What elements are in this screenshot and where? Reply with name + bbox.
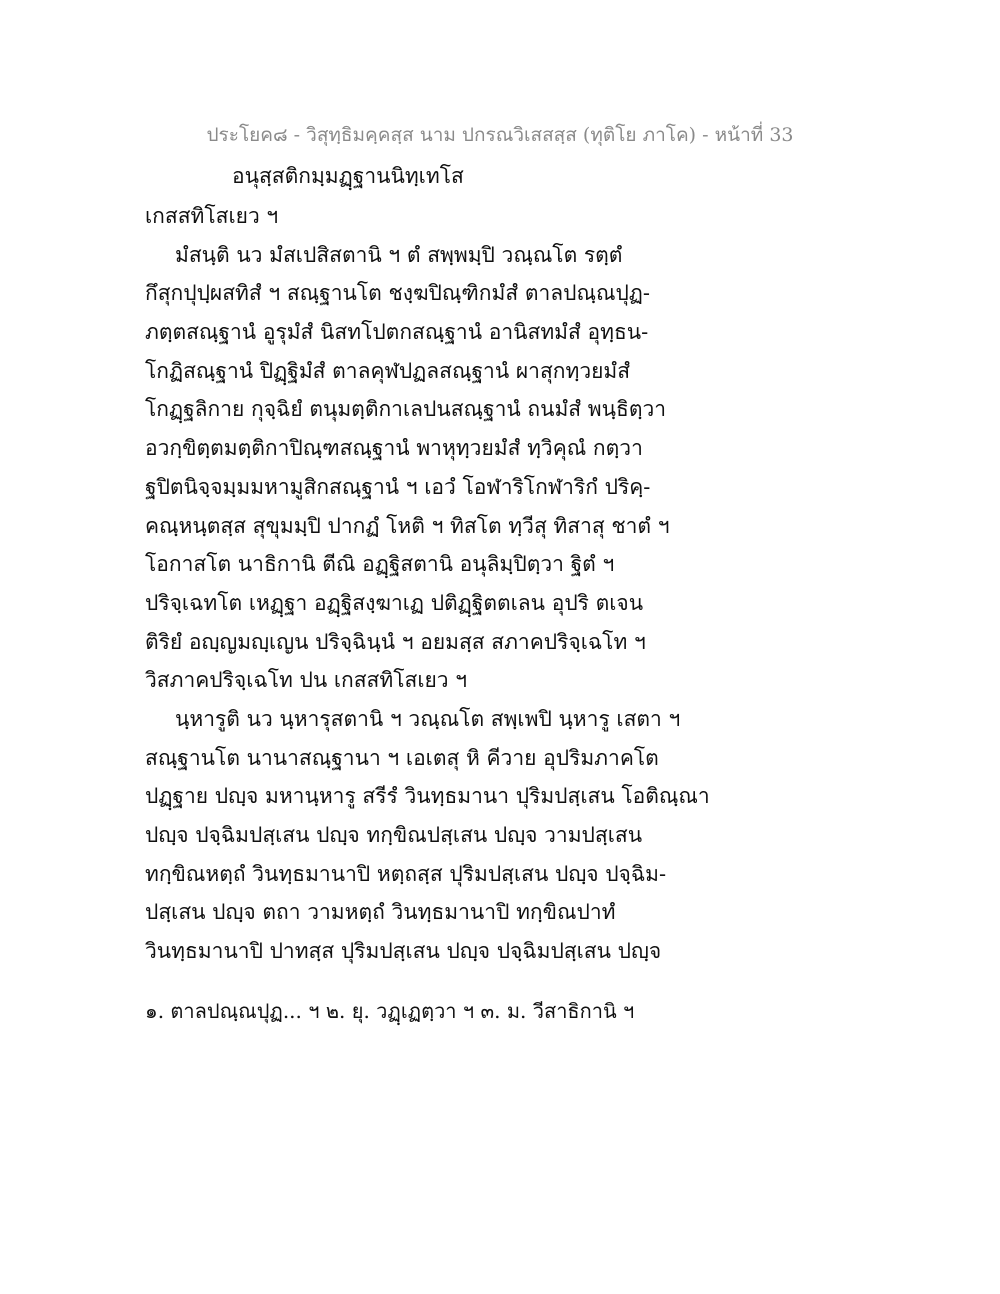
body-text bbox=[145, 197, 865, 971]
footnote: ๑. ตาลปณฺณปุฏ... ฯ ๒. ยุ. วฏฺเฏตฺวา ฯ ๓. ม. วีสาธิกานิ ฯ bbox=[145, 999, 635, 1023]
text-line: ทกฺขิณหตฺถํ วินทฺธมานาปิ หตฺถสฺส ปุริมปสฺเสน ปญฺจ ปจฺฉิม- bbox=[145, 861, 667, 886]
text-line: โอกาสโต นาธิกานิ ตีณิ อฏฺฐิสตานิ อนุลิมฺปิตฺวา ฐิตํ ฯ bbox=[145, 552, 615, 577]
text-line: ติริยํ อญฺญมญฺเญน ปริจฺฉินฺนํ ฯ อยมสฺส สภาคปริจฺเฉโท ฯ bbox=[145, 629, 646, 654]
text-line: ปฏฺฐาย ปญฺจ มหานฺหารู สรีรํ วินทฺธมานา ปุริมปสฺเสน โอติณฺณา bbox=[145, 784, 710, 809]
text-line: วิสภาคปริจฺเฉโท ปน เกสสทิโสเยว ฯ bbox=[145, 668, 468, 693]
text-line: ภตฺตสณฺฐานํ อูรุมํสํ นิสทโปตกสณฺฐานํ อานิสทมํสํ อุทฺธน- bbox=[145, 320, 649, 345]
text-line: ปสฺเสน ปญฺจ ตถา วามหตฺถํ วินทฺธมานาปิ ทกฺขิณปาทํ bbox=[145, 900, 616, 925]
text-line: อวกฺขิตฺตมตฺติกาปิณฺฑสณฺฐานํ พาหุทฺวยมํสํ ทฺวิคุณํ กตฺวา bbox=[145, 436, 643, 461]
section-title: อนุสฺสติกมฺมฏฺฐานนิทฺเทโส bbox=[232, 164, 464, 188]
text-line: มํสนฺติ นว มํสเปสิสตานิ ฯ ตํ สพฺพมฺปิ วณฺณโต รตฺตํ bbox=[175, 242, 623, 267]
text-line: นฺหารูติ นว นฺหารุสตานิ ฯ วณฺณโต สพฺเพปิ นฺหารู เสตา ฯ bbox=[175, 706, 681, 731]
text-line: ปญฺจ ปจฺฉิมปสฺเสน ปญฺจ ทกฺขิณปสฺเสน ปญฺจ วามปสฺเสน bbox=[145, 823, 643, 847]
text-line: ปริจฺเฉทโต เหฏฺฐา อฏฺฐิสงฺฆาเฏ ปติฏฺฐิตตเลน อุปริ ตเจน bbox=[145, 590, 644, 615]
text-line: เกสสทิโสเยว ฯ bbox=[145, 204, 279, 228]
text-line: วินทฺธมานาปิ ปาทสฺส ปุริมปสฺเสน ปญฺจ ปจฺฉิมปสฺเสน ปญฺจ bbox=[145, 939, 662, 964]
text-line: โกฏิสณฺฐานํ ปิฏฺฐิมํสํ ตาลคุฬปฏลสณฺฐานํ ผาสุกทฺวยมํสํ bbox=[145, 358, 631, 383]
text-line: สณฺฐานโต นานาสณฺฐานา ฯ เอเตสุ หิ คีวาย อุปริมภาคโต bbox=[145, 745, 659, 770]
text-line: ฐปิตนิจฺจมฺมมหามูสิกสณฺฐานํ ฯ เอวํ โอฬาริโกฬาริกํ ปริคฺ- bbox=[145, 474, 651, 499]
running-header: ประโยค๘ - วิสุทฺธิมคฺคสฺส นาม ปกรณวิเสสสฺส (ทุติโย ภาโค) - หน้าที่ 33 bbox=[206, 124, 794, 146]
text-line: โกฏฺฐลิกาย กุจฺฉิยํ ตนุมตฺติกาเลปนสณฺฐานํ ถนมํสํ พนฺธิตฺวา bbox=[145, 397, 667, 422]
text-line: กึสุกปุปฺผสทิสํ ฯ สณฺฐานโต ชงฺฆปิณฺฑิกมํสํ ตาลปณฺณปุฏ- bbox=[145, 281, 650, 306]
text-line: คณฺหนฺตสฺส สุขุมมฺปิ ปากฏํ โหติ ฯ ทิสโต ทฺวีสุ ทิสาสุ ชาตํ ฯ bbox=[145, 513, 670, 538]
